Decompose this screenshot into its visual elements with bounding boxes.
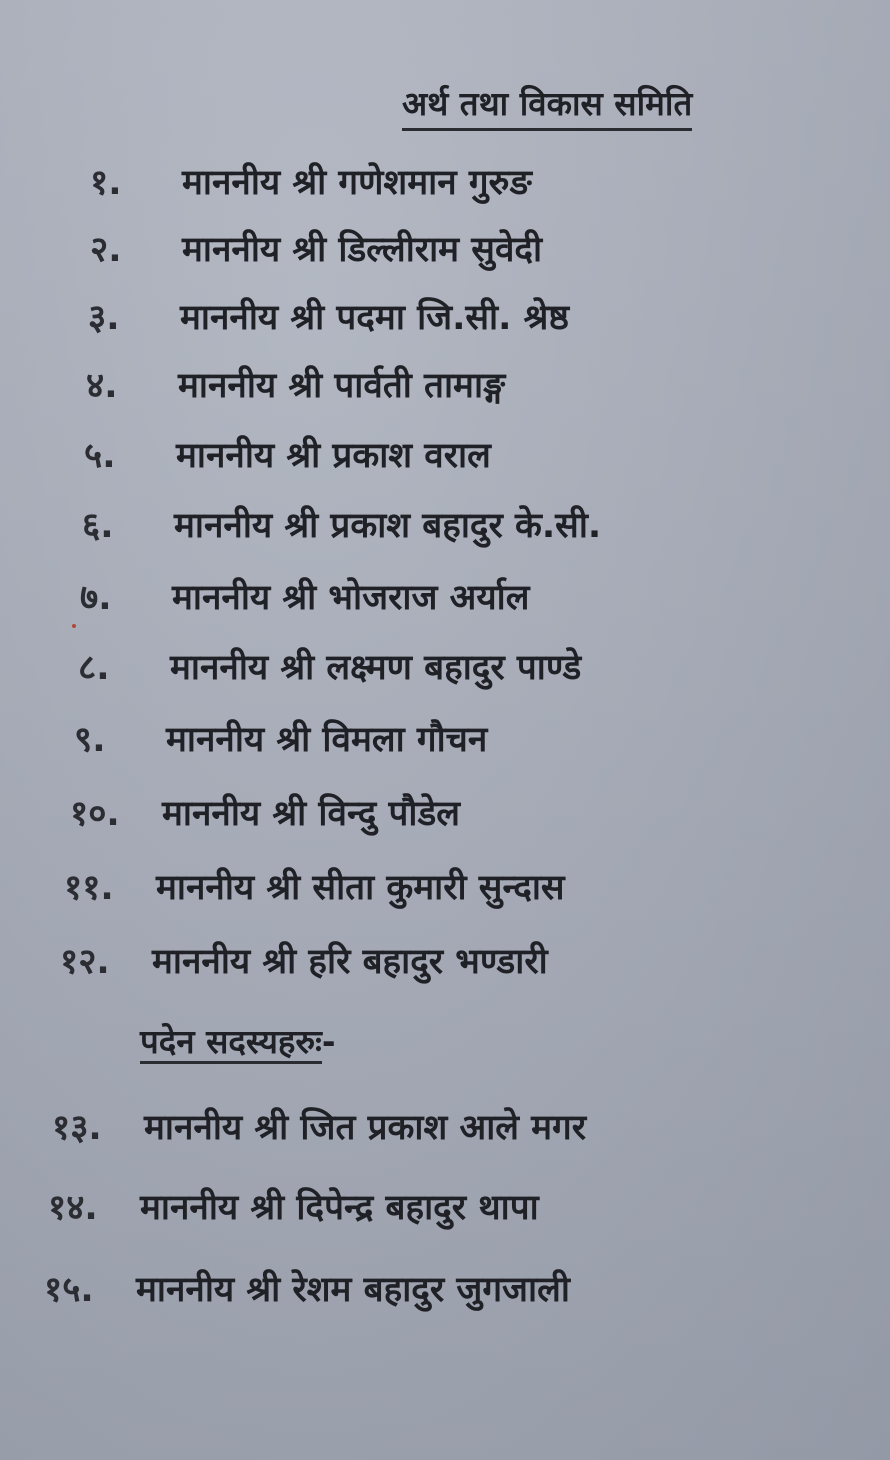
member-name: माननीय श्री प्रकाश बहादुर के.सी. — [174, 506, 602, 546]
list-item — [44, 1262, 570, 1318]
ex-officio-heading-text: पदेन सदस्यहरुः — [140, 1022, 322, 1064]
list-item — [88, 290, 569, 346]
member-name: माननीय श्री लक्ष्मण बहादुर पाण्डे — [170, 648, 582, 688]
list-item — [74, 712, 487, 768]
list-item — [52, 1100, 586, 1156]
item-number: ८. — [78, 648, 110, 688]
item-number: ४. — [86, 366, 118, 406]
item-number: १२. — [60, 942, 110, 982]
item-number: १५. — [44, 1270, 94, 1310]
list-item — [60, 934, 548, 990]
item-number: १. — [90, 163, 122, 203]
item-number: ३. — [88, 298, 120, 338]
list-item — [90, 155, 532, 211]
item-number: १३. — [52, 1108, 102, 1148]
item-number: ५. — [84, 436, 116, 476]
member-name: माननीय श्री रेशम बहादुर जुगजाली — [136, 1270, 570, 1310]
member-name: माननीय श्री गणेशमान गुरुङ — [182, 163, 532, 203]
member-name: माननीय श्री पार्वती तामाङ्ग — [178, 366, 506, 406]
member-name: माननीय श्री हरि बहादुर भण्डारी — [152, 942, 548, 982]
list-item — [80, 570, 529, 626]
member-name: माननीय श्री विमला गौचन — [166, 720, 488, 760]
item-number: १४. — [48, 1188, 98, 1228]
list-item — [78, 640, 581, 696]
ex-officio-heading-suffix: - — [321, 1022, 336, 1061]
member-name: माननीय श्री दिपेन्द्र बहादुर थापा — [140, 1188, 539, 1228]
member-name: माननीय श्री विन्दु पौडेल — [162, 794, 460, 834]
list-item — [82, 498, 601, 554]
item-number: ९. — [74, 720, 106, 760]
member-name: माननीय श्री जित प्रकाश आले मगर — [144, 1108, 587, 1148]
list-item — [64, 860, 565, 916]
list-item — [86, 358, 505, 414]
list-item — [70, 786, 460, 842]
list-item — [48, 1180, 539, 1236]
member-name: माननीय श्री भोजराज अर्याल — [172, 578, 530, 618]
member-name: माननीय श्री पदमा जि.सी. श्रेष्ठ — [180, 298, 570, 338]
item-number: २. — [90, 230, 122, 270]
member-name: माननीय श्री सीता कुमारी सुन्दास — [156, 868, 565, 908]
item-number: ११. — [64, 868, 114, 908]
item-number: ६. — [82, 506, 114, 546]
list-item — [90, 222, 542, 278]
item-number: ७. — [80, 578, 112, 618]
committee-title: अर्थ तथा विकास समिति — [402, 82, 692, 131]
item-number: १०. — [70, 794, 120, 834]
ex-officio-heading — [140, 1018, 336, 1066]
member-name: माननीय श्री डिल्लीराम सुवेदी — [182, 230, 543, 270]
member-name: माननीय श्री प्रकाश वराल — [176, 436, 491, 476]
list-item — [84, 428, 491, 484]
ink-dot — [72, 624, 76, 628]
